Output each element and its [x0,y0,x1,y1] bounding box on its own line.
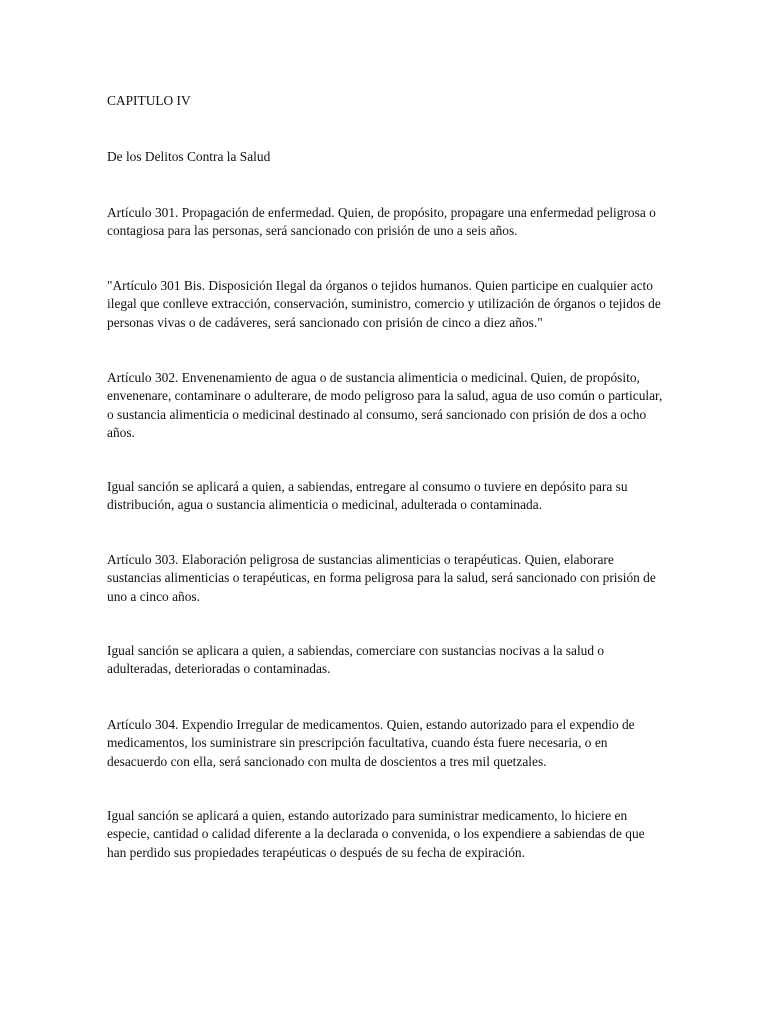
paragraph-article-303: Artículo 303. Elaboración peligrosa de sustancias alimenticias o terapéuticas. Quien, elaborare sustancias alimenticias o terapéuticas, en forma peligrosa para la salud, será sancionado con prisión de uno a cinco años. [107,552,656,604]
paragraph-article-304-addendum: Igual sanción se aplicará a quien, estando autorizado para suministrar medicamento, lo hiciere en especie, cantidad o calidad diferente a la declarada o convenida, o los expendiere a sabiendas de que han perdido sus propiedades terapéuticas o después de su fecha de expiración. [107,808,645,860]
paragraph-article-302: Artículo 302. Envenenamiento de agua o de sustancia alimenticia o medicinal. Quien, de propósito, envenenare, contaminare o adulterare, de modo peligroso para la salud, agua de uso común o particular, o sustancia alimenticia o medicinal destinado al consumo, será sancionado con prisión de dos a ocho años. [107,370,663,440]
paragraph-article-303-addendum: Igual sanción se aplicara a quien, a sabiendas, comerciare con sustancias nocivas a la salud o adulteradas, deterioradas o contaminadas. [107,643,605,677]
chapter-title: CAPITULO IV [107,93,191,108]
paragraph-article-301-bis: "Artículo 301 Bis. Disposición Ilegal da órganos o tejidos humanos. Quien participe en cualquier acto ilegal que conlleve extracción, conservación, suministro, comercio y utilización de órganos o tejidos de personas vivas o de cadáveres, será sancionado con prisión de cinco a diez años." [107,278,661,330]
paragraph-article-301: Artículo 301. Propagación de enfermedad. Quien, de propósito, propagare una enfermedad peligrosa o contagiosa para las personas, será sancionado con prisión de uno a seis años. [107,205,656,239]
chapter-subtitle: De los Delitos Contra la Salud [107,149,271,164]
paragraph-article-304: Artículo 304. Expendio Irregular de medicamentos. Quien, estando autorizado para el expendio de medicamentos, los suministrare sin prescripción facultativa, cuando ésta fuere necesaria, o en desacuerdo con ella, será sancionado con multa de doscientos a tres mil quetzales. [107,717,635,769]
paragraph-article-302-addendum: Igual sanción se aplicará a quien, a sabiendas, entregare al consumo o tuviere en depósito para su distribución, agua o sustancia alimenticia o medicinal, adulterada o contaminada. [107,479,628,513]
